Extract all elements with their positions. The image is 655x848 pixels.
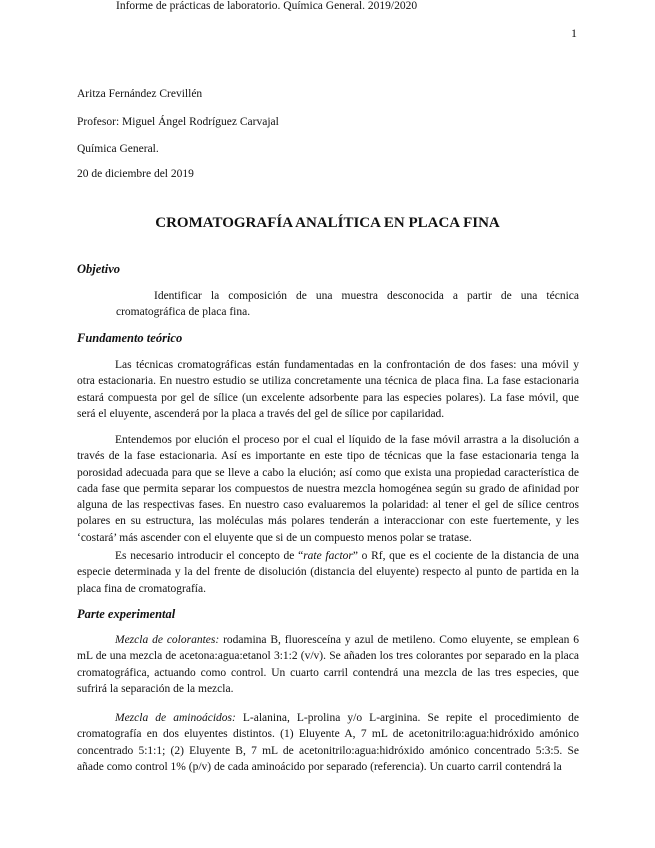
professor-line: Profesor: Miguel Ángel Rodríguez Carvajal [77,116,279,128]
document-title: CROMATOGRAFÍA ANALÍTICA EN PLACA FINA [155,215,500,231]
paragraph-text: ” o Rf, que es el cociente de la distancia de una especie determinada y la del frente de disolución (distancia del eluyente) respecto al punto de partida en la placa fina de cromatografía. [77,550,579,595]
date-line: 20 de diciembre del 2019 [77,168,194,180]
paragraph-text: Es necesario introducir el concepto de “ [115,550,304,562]
rate-factor-term: rate factor [303,550,353,562]
heading-objetivo: Objetivo [77,262,121,276]
lead-in-aminoacidos: Mezcla de aminoácidos: [115,712,236,724]
paragraph-text: L-alanina, L-prolina y/o L-arginina. Se repite el procedimiento de cromatografía en dos eluyentes distintos. (1) Eluyente A, 7 mL de acetonitrilo:agua:hidróxido amónico concentrado 5:1:1; (2) Eluyente B, 7 mL de acetonitrilo:agua:hidróxido amónico concentrado 5:3:5. Se añade como control 1% (p/v) de cada aminoácido por separado (referencia). Un cuarto carril contendrá la [77,712,580,773]
fundamento-paragraph-2: Entendemos por elución el proceso por el cual el líquido de la fase móvil arrastra a la disolución a través de la fase estacionaria. Así es importante en este tipo de técnicas que la fase estacionaria tenga la porosidad adecuada para que se lleve a cabo la elución; así como que exista una propiedad característica de cada fase que permita separar los compuestos de nuestra mezcla homogénea según su grado de afinidad por alguna de las respectivas fases. En nuestro caso evaluaremos la polaridad: al tener el gel de sílice centros polares en su estructura, las moléculas más polares tenderán a interaccionar con este fuertemente, y les ‘costará’ más ascender con el eluyente que si de un compuesto menos polar se tratase. [77,434,579,544]
objetivo-paragraph: Identificar la composición de una muestra desconocida a partir de una técnica cromatográfica de placa fina. [116,290,579,319]
heading-parte-experimental: Parte experimental [77,607,176,621]
author-name: Aritza Fernández Crevillén [77,88,203,100]
paragraph-text: rodamina B, fluoresceína y azul de metileno. Como eluyente, se emplean 6 mL de una mezcla de acetona:agua:etanol 3:1:2 (v/v). Se añaden los tres colorantes por separado en la placa cromatográfica, actuando como control. Un cuarto carril contendrá una mezcla de las tres especies, que sufrirá la separación de la mezcla. [77,634,579,695]
experimental-paragraph-colorantes [77,632,579,697]
running-header: Informe de prácticas de laboratorio. Química General. 2019/2020 [116,0,418,12]
heading-fundamento: Fundamento teórico [77,331,183,345]
experimental-paragraph-aminoacidos [77,710,579,775]
fundamento-paragraph-3 [77,548,579,597]
lead-in-colorantes: Mezcla de colorantes: [115,634,220,646]
page-number: 1 [571,26,577,40]
fundamento-paragraph-1: Las técnicas cromatográficas están fundamentadas en la confrontación de dos fases: una móvil y otra estacionaria. En nuestro estudio se utiliza concretamente una técnica de placa fina. La fase estacionaria estará compuesta por gel de sílice (un excelente adsorbente para las especies polares). La fase móvil, que será el eluyente, ascenderá por la placa a través del gel de sílice por capilaridad. [77,359,579,420]
course-line: Química General. [77,143,159,155]
